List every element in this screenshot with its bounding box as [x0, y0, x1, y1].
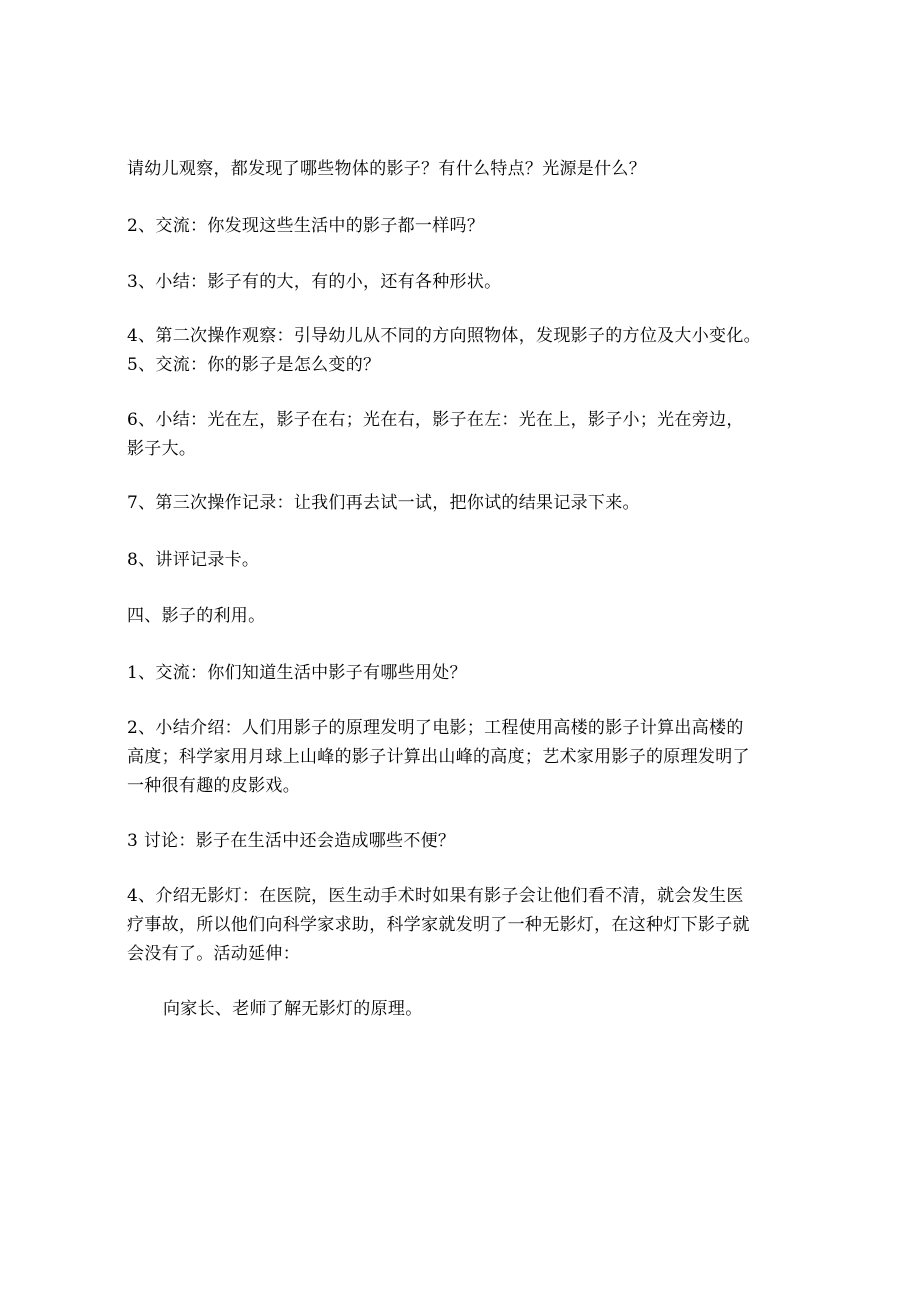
paragraph-shadowless-lamp-line-1: 4、介绍无影灯：在医院，医生动手术时如果有影子会让他们看不清，就会发生医	[127, 886, 744, 906]
paragraph-exchange-5: 5、交流：你的影子是怎么变的？	[127, 355, 381, 375]
paragraph-exchange-2: 2、交流：你发现这些生活中的影子都一样吗？	[127, 216, 485, 236]
paragraph-record-7: 7、第三次操作记录：让我们再去试一试，把你试的结果记录下来。	[127, 493, 640, 513]
paragraph-discussion-3: 3 讨论：影子在生活中还会造成哪些不便？	[127, 831, 456, 851]
paragraph-shadowless-lamp-line-3: 会没有了。活动延伸：	[127, 944, 300, 964]
paragraph-exchange-1: 1、交流：你们知道生活中影子有哪些用处？	[127, 663, 467, 683]
paragraph-introduction-2-line-3: 一种很有趣的皮影戏。	[127, 776, 300, 796]
paragraph-summary-3: 3、小结：影子有的大，有的小，还有各种形状。	[127, 272, 502, 292]
paragraph-review-8: 8、讲评记录卡。	[127, 550, 260, 570]
paragraph-shadowless-lamp-line-2: 疗事故，所以他们向科学家求助，科学家就发明了一种无影灯，在这种灯下影子就	[127, 915, 750, 935]
paragraph-extension: 向家长、老师了解无影灯的原理。	[163, 999, 423, 1019]
paragraph-introduction-2-line-1: 2、小结介绍：人们用影子的原理发明了电影；工程使用高楼的影子计算出高楼的	[127, 718, 744, 738]
section-heading-shadow-use: 四、影子的利用。	[127, 606, 266, 626]
paragraph-summary-6-line-2: 影子大。	[127, 439, 197, 459]
paragraph-introduction-2-line-2: 高度；科学家用月球上山峰的影子计算出山峰的高度；艺术家用影子的原理发明了	[127, 747, 750, 767]
paragraph-observe: 请幼儿观察，都发现了哪些物体的影子？有什么特点？光源是什么？	[127, 159, 646, 179]
paragraph-operation-4: 4、第二次操作观察：引导幼儿从不同的方向照物体，发现影子的方位及大小变化。	[127, 326, 761, 346]
paragraph-summary-6-line-1: 6、小结：光在左，影子在右；光在右，影子在左：光在上，影子小；光在旁边，	[127, 410, 744, 430]
